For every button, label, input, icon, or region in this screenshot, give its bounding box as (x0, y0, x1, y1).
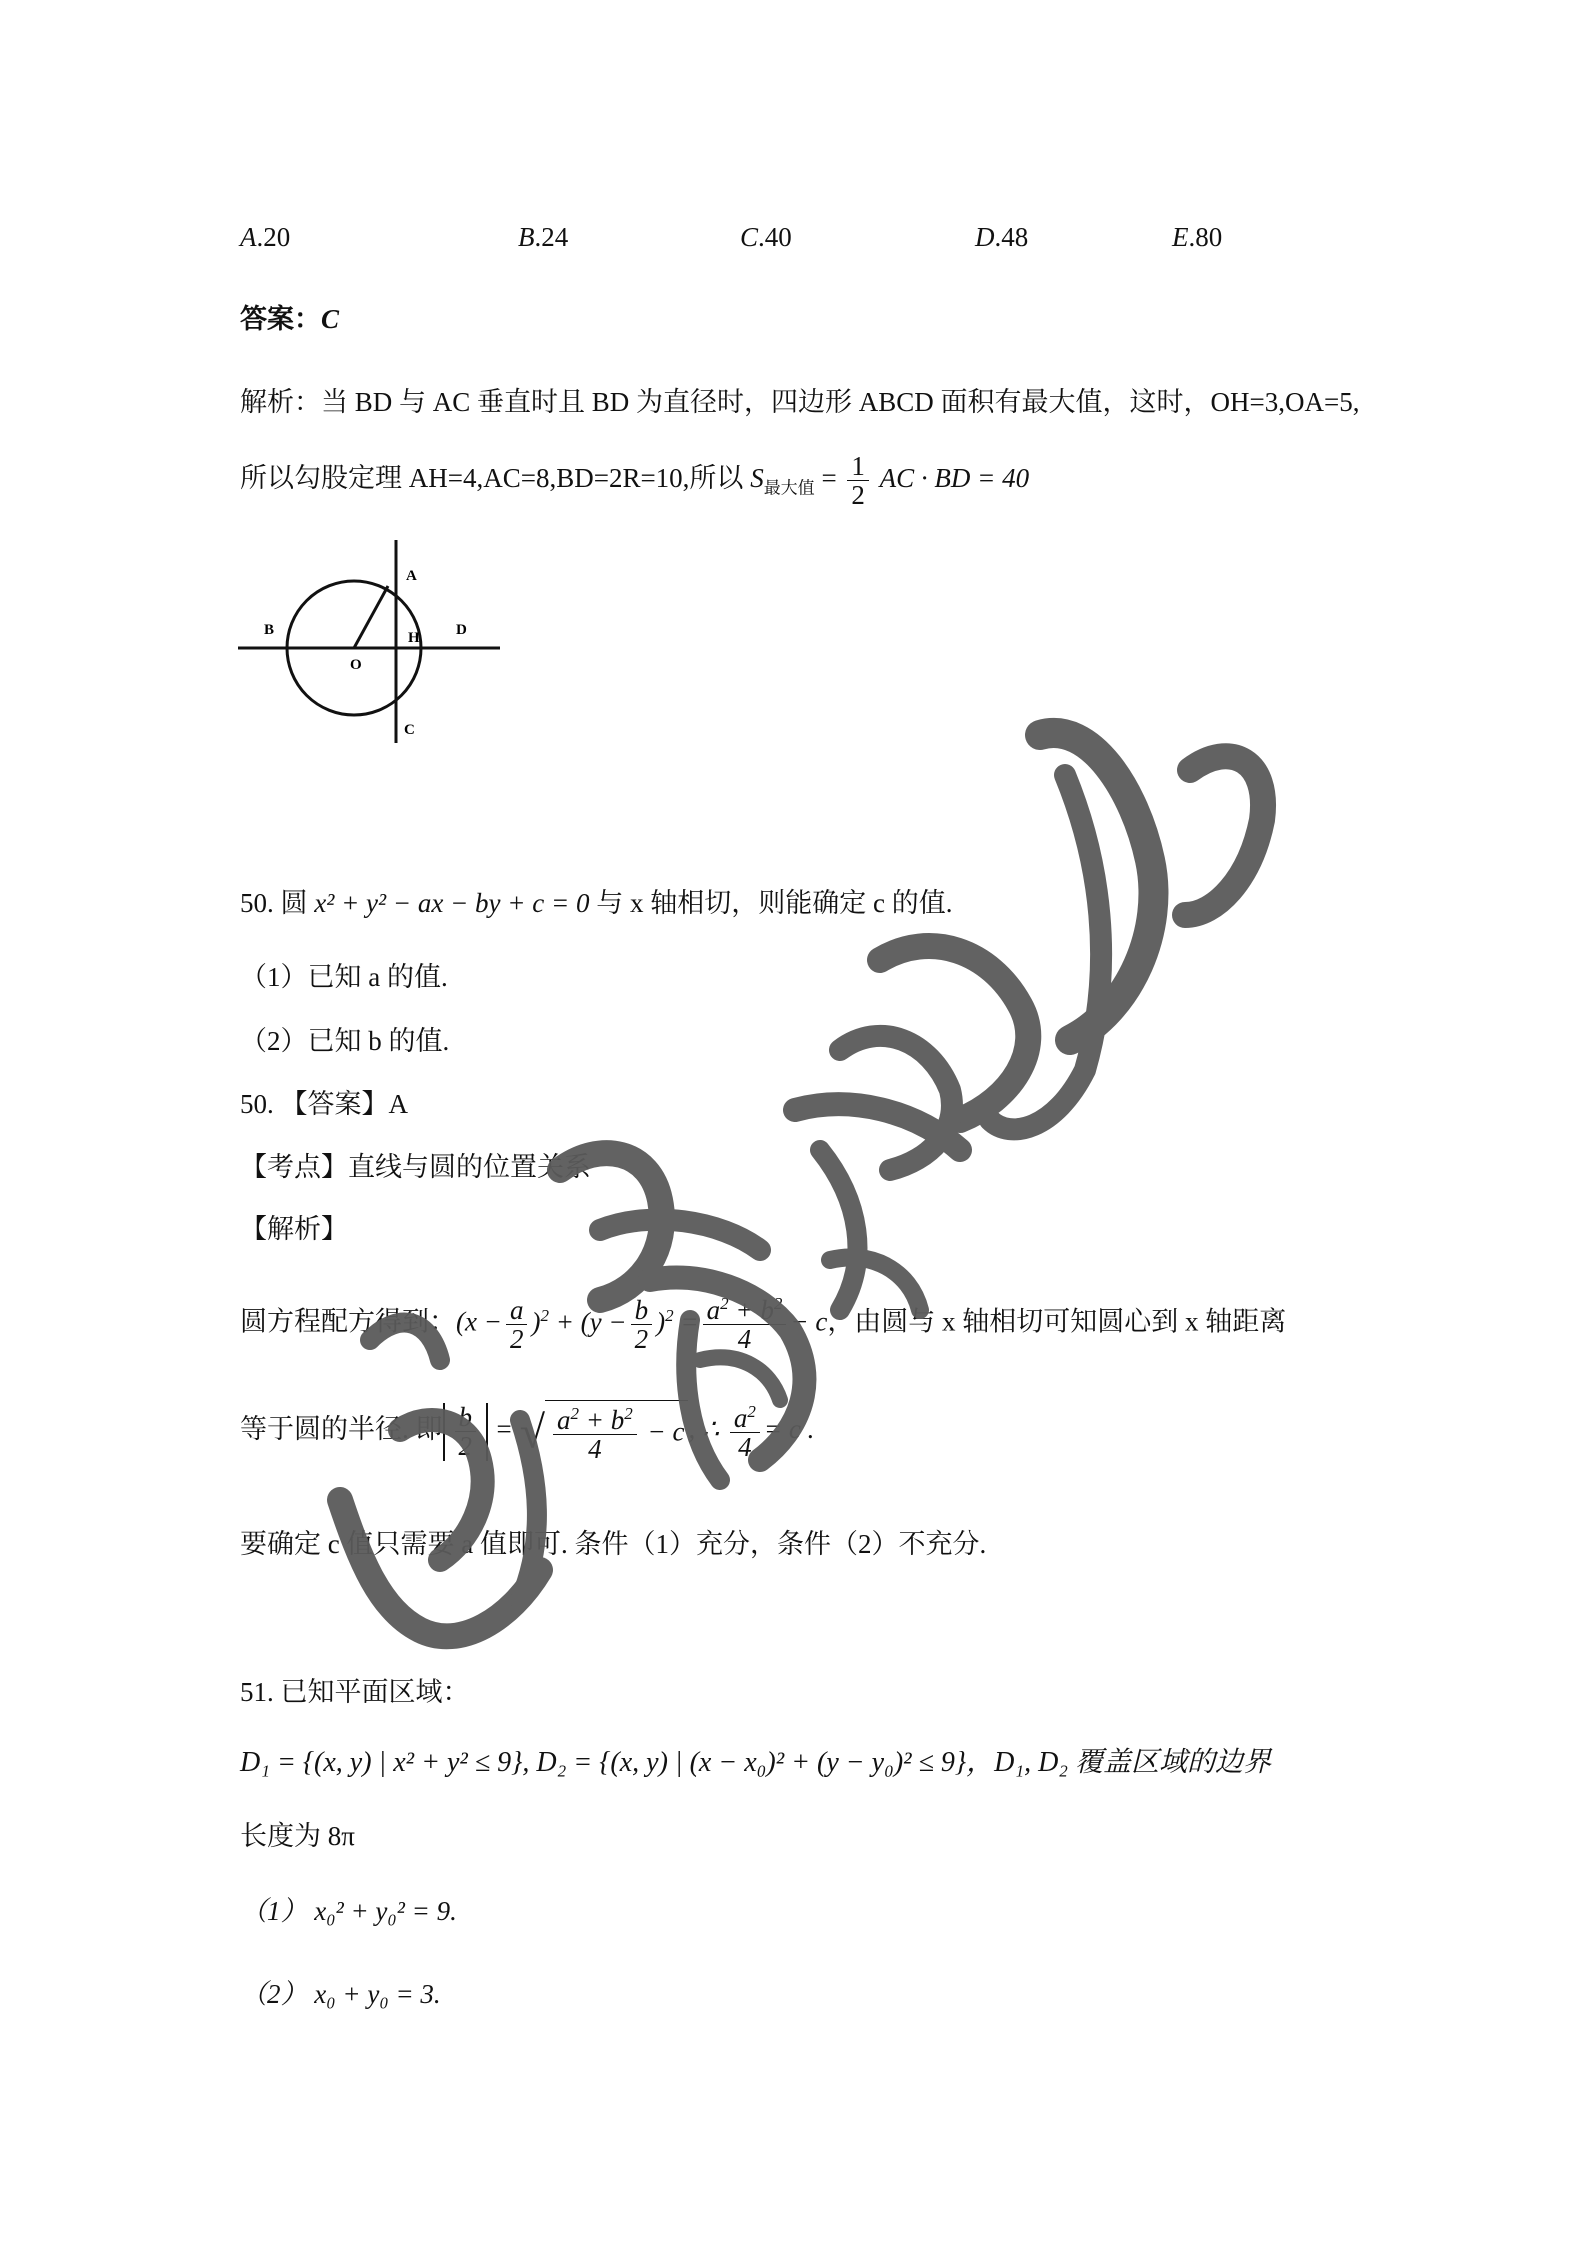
q50-analysis-line1: 圆方程配方得到：(x − $\frac{a}{2}$ )$^2$ + (y − $\frac{b}{2}$ )$^2$ = $\frac{a^2 + b^2}{4}$ − c，由圆与 x 轴相切可知圆心到 x 轴距离 (240, 1294, 1287, 1355)
q51-condition-1: （1） x₀² + y₀² = 9. (240, 1896, 457, 1926)
q50-analysis-title: 【解析】 (240, 1214, 348, 1244)
choice-e: E.80 (1172, 222, 1223, 252)
q51-sets: D₁ = {(x, y) | x² + y² ≤ 9}, D₂ = {(x, y) | (x − x₀)² + (y − y₀)² ≤ 9}，D₁, D₂ 覆盖区域的边界 (240, 1747, 1272, 1778)
radius-oa (354, 586, 388, 648)
choice-d: D.48 (975, 222, 1029, 252)
label-h: H (408, 630, 420, 646)
label-d: D (456, 622, 467, 638)
q50-condition-2: （2）已知 b 的值. (240, 1026, 450, 1056)
label-a: A (406, 568, 417, 584)
label-c: C (404, 722, 415, 738)
q49-answer: 答案：C (240, 304, 340, 334)
q50-analysis-line3: 要确定 c 值只需要 a 值即可. 条件（1）充分，条件（2）不充分. (240, 1529, 987, 1559)
q49-analysis-line1: 解析：当 BD 与 AC 垂直时且 BD 为直径时，四边形 ABCD 面积有最大值，这时，OH=3,OA=5, (240, 387, 1360, 417)
fraction-one-half: $\frac{1}{2}$ (847, 452, 869, 510)
q50-answer: 50. 【答案】A (240, 1089, 408, 1119)
q50-condition-1: （1）已知 a 的值. (240, 962, 448, 992)
q50-topic: 【考点】直线与圆的位置关系 (240, 1152, 591, 1182)
q51-stem-2: 长度为 8π (240, 1821, 355, 1851)
label-o: O (350, 657, 362, 673)
q49-analysis-line2: 所以勾股定理 AH=4,AC=8,BD=2R=10,所以 $S_{最大值}$ = $\frac{1}{2}$ AC · BD = 40 (240, 451, 1030, 511)
choice-b: B.24 (518, 222, 569, 252)
q51-condition-2: （2） x₀ + y₀ = 3. (240, 1979, 441, 2009)
choice-c: C.40 (740, 222, 792, 252)
q50-stem: 50. 圆 x² + y² − ax − by + c = 0 与 x 轴相切，则能确定 c 的值. (240, 888, 953, 918)
label-b: B (264, 622, 275, 638)
q51-stem: 51. 已知平面区域： (240, 1677, 470, 1707)
choice-a: A.20 (240, 222, 291, 252)
circle-figure (238, 538, 508, 748)
q50-analysis-line2: 等于圆的半径. 即 $\frac{b}{2}$ = √ $\frac{a^2 + b^2}{4}$ − c , ∴ $\frac{a^2}{4}$ = c . (240, 1401, 815, 1465)
